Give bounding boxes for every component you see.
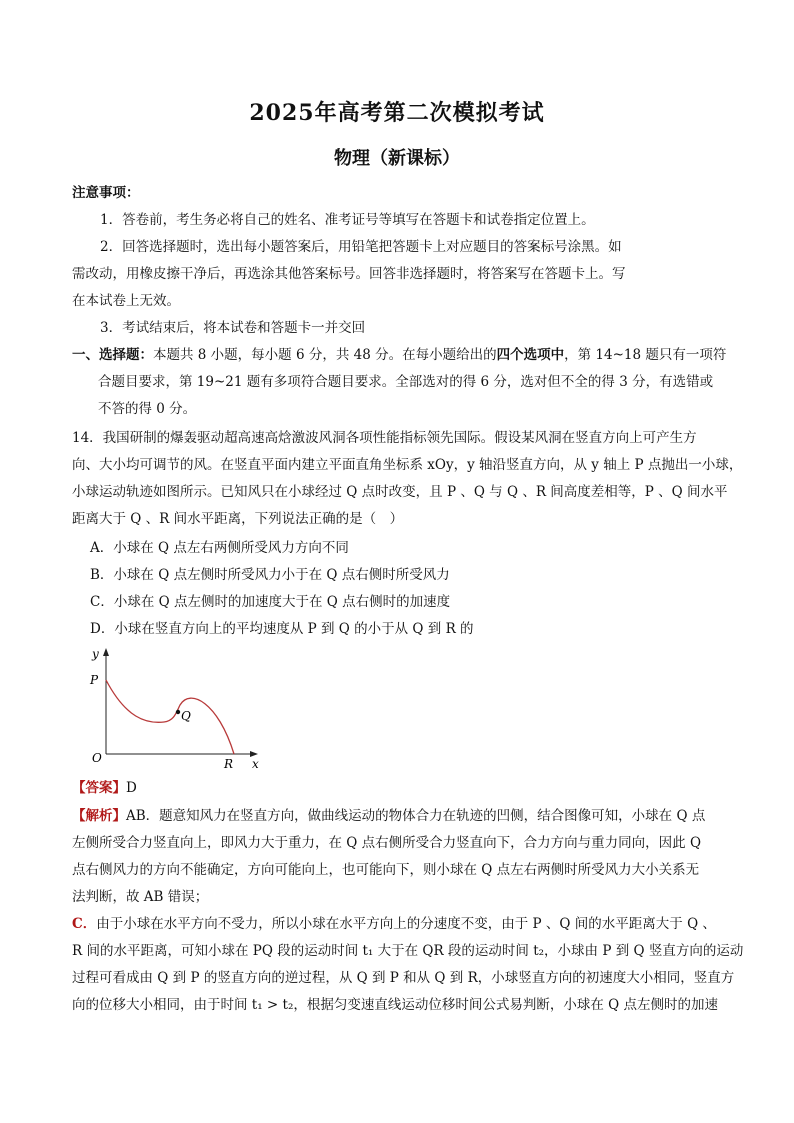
label-q: Q xyxy=(181,709,191,723)
point-q-dot xyxy=(176,710,180,714)
analysis-c-line: 过程可看成由 Q 到 P 的竖直方向的逆过程，从 Q 到 P 和从 Q 到 R，小球竖直方向的初速度大小相同，竖直方 xyxy=(72,970,735,986)
option-d: D．小球在竖直方向上的平均速度从 P 到 Q 的小于从 Q 到 R 的 xyxy=(90,621,474,637)
label-o: O xyxy=(92,751,102,765)
question-stem: 小球运动轨迹如图所示。已知风只在小球经过 Q 点时改变，且 P 、Q 与 Q 、R 间高度差相等，P 、Q 间水平 xyxy=(72,484,728,500)
trajectory-figure xyxy=(86,644,266,776)
notice-item: 需改动，用橡皮擦干净后，再选涂其他答案标号。回答非选择题时，将答案写在答题卡上。写 xyxy=(72,266,626,282)
section-text-bold: 四个选项中 xyxy=(496,347,565,363)
analysis-line: 法判断，故 AB 错误； xyxy=(72,889,209,905)
analysis-line xyxy=(72,806,732,826)
question-stem: 向、大小均可调节的风。在竖直平面内建立平面直角坐标系 xOy，y 轴沿竖直方向，从 y 轴上 P 点抛出一小球， xyxy=(72,457,743,473)
analysis-line: 左侧所受合力竖直向上，即风力大于重力，在 Q 点右侧所受合力竖直向下，合力方向与重力同向，因此 Q xyxy=(72,835,702,851)
section-instructions-line: 不答的得 0 分。 xyxy=(98,401,197,417)
analysis-c-text: 由于小球在水平方向不受力，所以小球在水平方向上的分速度不变，由于 P 、Q 间的水平距离大于 Q 、 xyxy=(96,916,716,932)
section-label: 一、选择题： xyxy=(72,347,153,363)
page-subtitle: 物理（新课标） xyxy=(334,148,460,169)
label-p: P xyxy=(90,673,99,687)
analysis-text: AB．题意知风力在竖直方向，做曲线运动的物体合力在轨迹的凹侧，结合图像可知，小球在 Q 点 xyxy=(126,808,706,824)
notice-item: 1．答卷前，考生务必将自己的姓名、准考证号等填写在答题卡和试卷指定位置上。 xyxy=(100,212,595,228)
notice-item: 在本试卷上无效。 xyxy=(72,293,180,309)
analysis-c-line: 向的位移大小相同，由于时间 t₁ > t₂，根据匀变速直线运动位移时间公式易判断，小球在 Q 点左侧时的加速 xyxy=(72,997,719,1013)
notice-item: 2．回答选择题时，选出每小题答案后，用铅笔把答题卡上对应题目的答案标号涂黑。如 xyxy=(100,239,622,255)
ball-trajectory xyxy=(106,680,234,754)
analysis-c-label: C． xyxy=(72,916,97,932)
notice-item: 3．考试结束后，将本试卷和答题卡一并交回 xyxy=(100,320,366,336)
analysis-line: 点右侧风力的方向不能确定，方向可能向上，也可能向下，则小球在 Q 点左右两侧时所受风力大小关系无 xyxy=(72,862,700,878)
y-axis-arrow xyxy=(103,648,109,656)
section-instructions xyxy=(72,345,732,365)
answer-label: 【答案】 xyxy=(72,780,126,796)
notice-heading: 注意事项： xyxy=(72,185,140,201)
option-b: B．小球在 Q 点左侧时所受风力小于在 Q 点右侧时所受风力 xyxy=(90,567,450,583)
section-text: ，第 14~18 题只有一项符 xyxy=(564,347,727,363)
answer-line xyxy=(72,778,732,798)
analysis-c-line xyxy=(72,914,732,934)
option-c: C．小球在 Q 点左侧时的加速度大于在 Q 点右侧时的加速度 xyxy=(90,594,451,610)
label-x: x xyxy=(252,757,259,771)
question-stem: 距离大于 Q 、R 间水平距离，下列说法正确的是（ ） xyxy=(72,511,404,527)
option-a: A．小球在 Q 点左右两侧所受风力方向不同 xyxy=(90,540,349,556)
section-text: 本题共 8 小题，每小题 6 分，共 48 分。在每小题给出的 xyxy=(153,347,497,363)
analysis-c-line: R 间的水平距离，可知小球在 PQ 段的运动时间 t₁ 大于在 QR 段的运动时间 t₂，小球由 P 到 Q 竖直方向的运动 xyxy=(72,943,744,959)
label-r: R xyxy=(224,757,234,771)
analysis-label: 【解析】 xyxy=(72,808,126,824)
section-instructions-line: 合题目要求，第 19~21 题有多项符合题目要求。全部选对的得 6 分，选对但不全的得 3 分，有选错或 xyxy=(98,374,714,390)
question-stem: 14．我国研制的爆轰驱动超高速高焓激波风洞各项性能指标领先国际。假设某风洞在竖直方向上可产生方 xyxy=(72,430,697,446)
answer-value: D xyxy=(126,780,137,796)
page-title: 2025年高考第二次模拟考试 xyxy=(249,100,545,126)
label-y: y xyxy=(92,647,99,661)
